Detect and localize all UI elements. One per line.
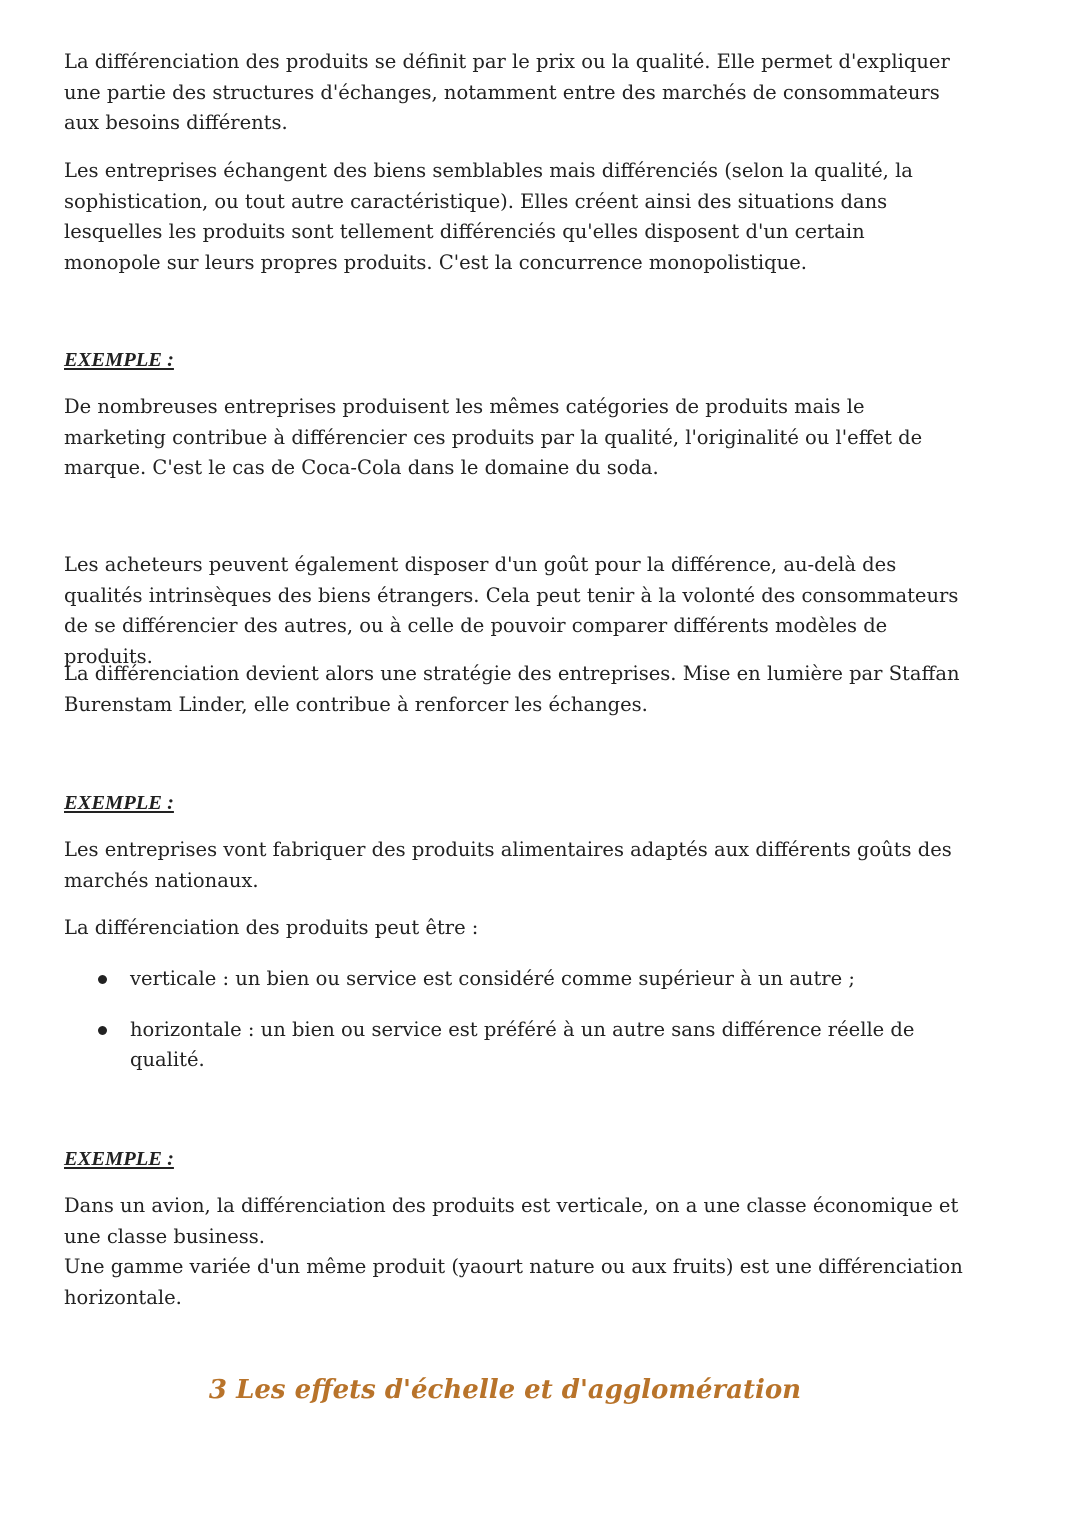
list-item-verticale	[64, 964, 964, 995]
bullet-icon	[98, 975, 107, 984]
list-item-horizontale	[64, 1015, 964, 1076]
paragraph-concurrence-monopolistique: Les entreprises échangent des biens semblables mais différenciés (selon la qualité, la sophistication, ou tout autre caractéristique). Elles créent ainsi des situations dans lesquelles les produits sont tellement différenciés qu'elles disposent d'un certain monopole sur leurs propres produits. C'est la concurrence monopolistique.	[64, 159, 913, 274]
paragraph-strategie-linder: La différenciation devient alors une stratégie des entreprises. Mise en lumière par Staffan Burenstam Linder, elle contribue à renforcer les échanges.	[64, 662, 960, 716]
example-label-3: EXEMPLE :	[64, 1148, 174, 1170]
paragraph-example-alimentaires: Les entreprises vont fabriquer des produits alimentaires adaptés aux différents goûts des marchés nationaux.	[64, 838, 952, 892]
bullet-icon	[98, 1026, 107, 1035]
paragraph-example-yaourt: Une gamme variée d'un même produit (yaourt nature ou aux fruits) est une différenciation horizontale.	[64, 1255, 963, 1309]
bullet-list-differenciation	[64, 964, 964, 1076]
example-label-1: EXEMPLE :	[64, 349, 174, 371]
paragraph-differenciation-types-intro: La différenciation des produits peut être :	[64, 916, 479, 939]
list-item-text: verticale : un bien ou service est considéré comme supérieur à un autre ;	[130, 967, 855, 990]
paragraph-differenciation-definition: La différenciation des produits se définit par le prix ou la qualité. Elle permet d'expliquer une partie des structures d'échanges, notamment entre des marchés de consommateurs aux besoins différents.	[64, 50, 950, 134]
paragraph-gout-difference: Les acheteurs peuvent également disposer d'un goût pour la différence, au-delà des qualités intrinsèques des biens étrangers. Cela peut tenir à la volonté des consommateurs de se différencier des autres, ou à celle de pouvoir comparer différents modèles de produits.	[64, 553, 959, 668]
example-label-2: EXEMPLE :	[64, 792, 174, 814]
list-item-text: horizontale : un bien ou service est préféré à un autre sans différence réelle de qualité.	[130, 1017, 915, 1071]
section-heading: 3 Les effets d'échelle et d'agglomération	[208, 1375, 802, 1405]
paragraph-example-avion: Dans un avion, la différenciation des produits est verticale, on a une classe économique et une classe business.	[64, 1194, 959, 1248]
paragraph-example-coca-cola: De nombreuses entreprises produisent les mêmes catégories de produits mais le marketing contribue à différencier ces produits par la qualité, l'originalité ou l'effet de marque. C'est le cas de Coca-Cola dans le domaine du soda.	[64, 395, 923, 479]
